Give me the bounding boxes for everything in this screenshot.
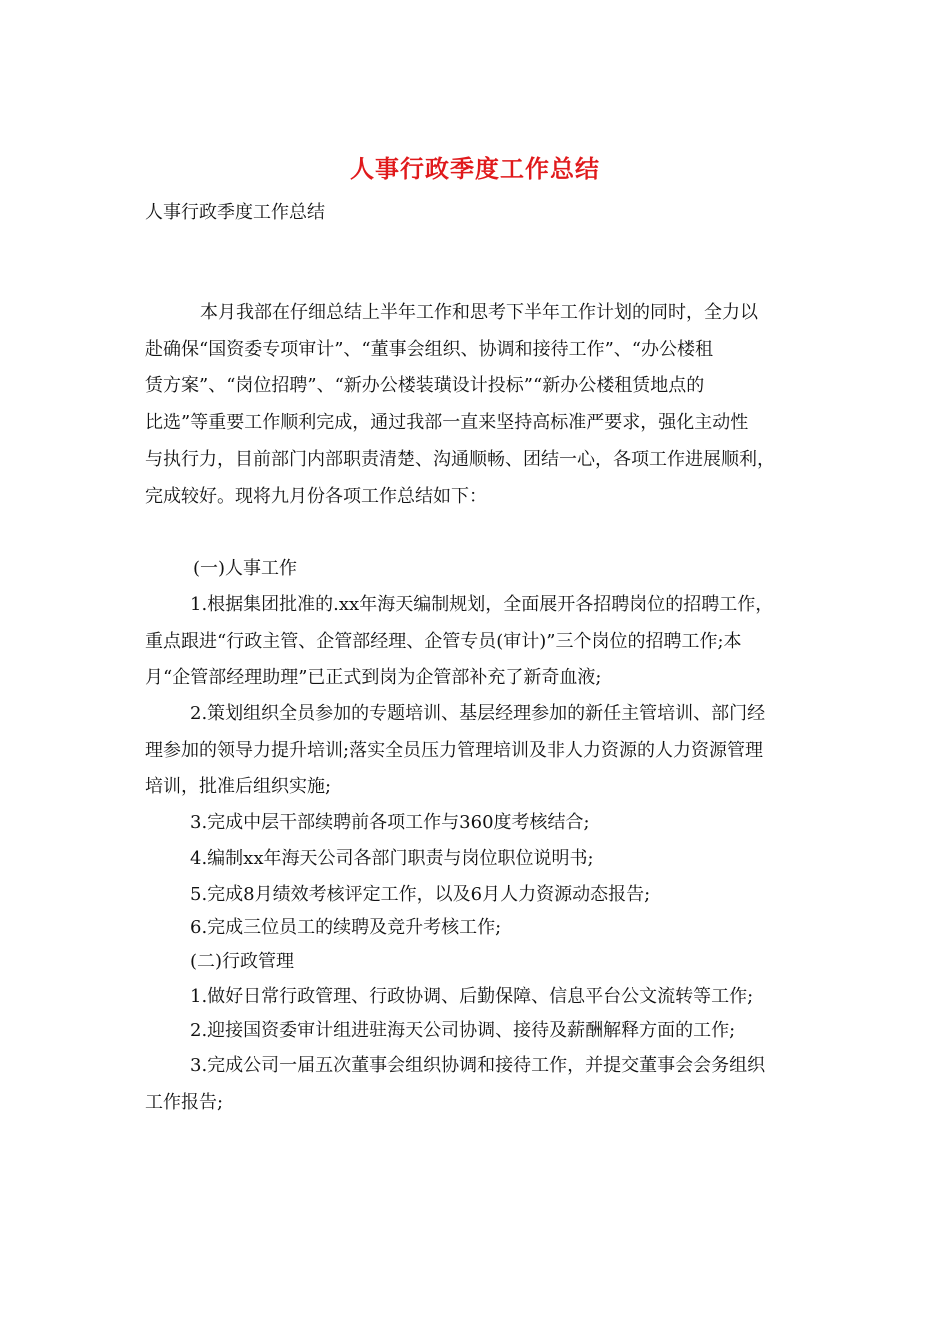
paragraph-line: 赁方案”、“岗位招聘”、“新办公楼装璜设计投标”“新办公楼租赁地点的 [145,375,705,396]
list-item-line: 2.迎接国资委审计组进驻海天公司协调、接待及薪酬解释方面的工作; [190,1020,736,1041]
list-item-line: 3.完成公司一届五次董事会组织协调和接待工作，并提交董事会会务组织 [190,1055,766,1076]
list-item-line: 工作报告; [145,1092,224,1113]
list-item-line: 1.根据集团批准的.xx年海天编制规划，全面展开各招聘岗位的招聘工作， [190,594,774,615]
list-item-line: 理参加的领导力提升培训;落实全员压力管理培训及非人力资源的人力资源管理 [145,740,764,761]
paragraph-line: 比选”等重要工作顺利完成，通过我部一直来坚持高标准严要求，强化主动性 [145,412,749,433]
paragraph-line: 赴确保“国资委专项审计”、“董事会组织、协调和接待工作”、“办公楼租 [145,339,714,360]
paragraph-line: 与执行力，目前部门内部职责清楚、沟通顺畅、团结一心，各项工作进展顺利， [145,449,775,470]
list-item-line: 1.做好日常行政管理、行政协调、后勤保障、信息平台公文流转等工作; [190,986,754,1007]
document-title: 人事行政季度工作总结 [350,154,600,183]
paragraph-line: 完成较好。现将九月份各项工作总结如下： [145,486,487,507]
list-item-line: 5.完成8月绩效考核评定工作，以及6月人力资源动态报告; [190,884,651,905]
list-item-line: 4.编制xx年海天公司各部门职责与岗位职位说明书; [190,848,594,869]
section-heading: (一)人事工作 [193,558,298,579]
list-item-line: 培训，批准后组织实施; [145,776,332,797]
list-item-line: 2.策划组织全员参加的专题培训、基层经理参加的新任主管培训、部门经 [190,703,766,724]
section-heading: (二)行政管理 [190,951,295,972]
list-item-line: 6.完成三位员工的续聘及竞升考核工作; [190,917,502,938]
document-subtitle: 人事行政季度工作总结 [145,202,325,223]
list-item-line: 重点跟进“行政主管、企管部经理、企管专员(审计)”三个岗位的招聘工作;本 [145,631,742,652]
paragraph-line: 本月我部在仔细总结上半年工作和思考下半年工作计划的同时，全力以 [200,302,758,323]
list-item-line: 3.完成中层干部续聘前各项工作与360度考核结合; [190,812,590,833]
list-item-line: 月“企管部经理助理”已正式到岗为企管部补充了新奇血液; [145,667,602,688]
